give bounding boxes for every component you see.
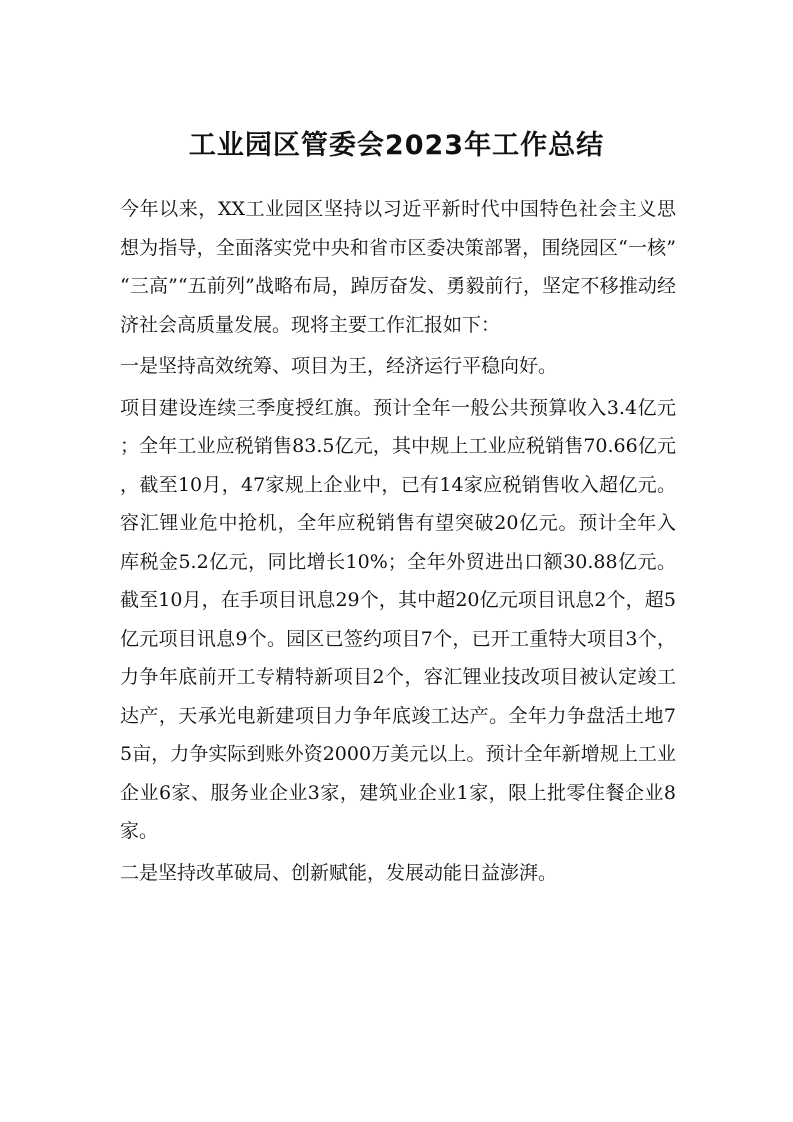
section-heading-2: 二是坚持改革破局、创新赋能，发展动能日益澎湃。 <box>120 861 558 884</box>
document-title: 工业园区管委会2023年工作总结 <box>188 130 605 161</box>
section-heading-1: 一是坚持高效统筹、项目为王，经济运行平稳向好。 <box>120 355 558 377</box>
section-1-paragraph: 项目建设连续三季度授红旗。预计全年一般公共预算收入3.4亿元；全年工业应税销售83.5亿元，其中规上工业应税销售70.66亿元，截至10月，47家规上企业中，已有14家应税销售收入超亿元。容汇锂业危中抢机，全年应税销售有望突破20亿元。预计全年入库税金5.2亿元，同比增长10%；全年外贸进出口额30.88亿元。截至10月，在手项目讯息29个，其中超20亿元项目讯息2个，超5亿元项目讯息9个。园区已签约项目7个，已开工重特大项目3个，力争年底前开工专精特新项目2个，容汇锂业技改项目被认定竣工达产，天承光电新建项目力争年底竣工达产。全年力争盘活土地75亩，力争实际到账外资2000万美元以上。预计全年新增规上工业企业6家、服务业企业3家，建筑业企业1家，限上批零住餐企业8家。 <box>120 396 676 842</box>
intro-paragraph: 今年以来，XX工业园区坚持以习近平新时代中国特色社会主义思想为指导，全面落实党中央和省市区委决策部署，围绕园区“一核”“三高”“五前列”战略布局，踔厉奋发、勇毅前行，坚定不移推动经济社会高质量发展。现将主要工作汇报如下： <box>120 198 676 336</box>
document-body <box>120 190 676 895</box>
